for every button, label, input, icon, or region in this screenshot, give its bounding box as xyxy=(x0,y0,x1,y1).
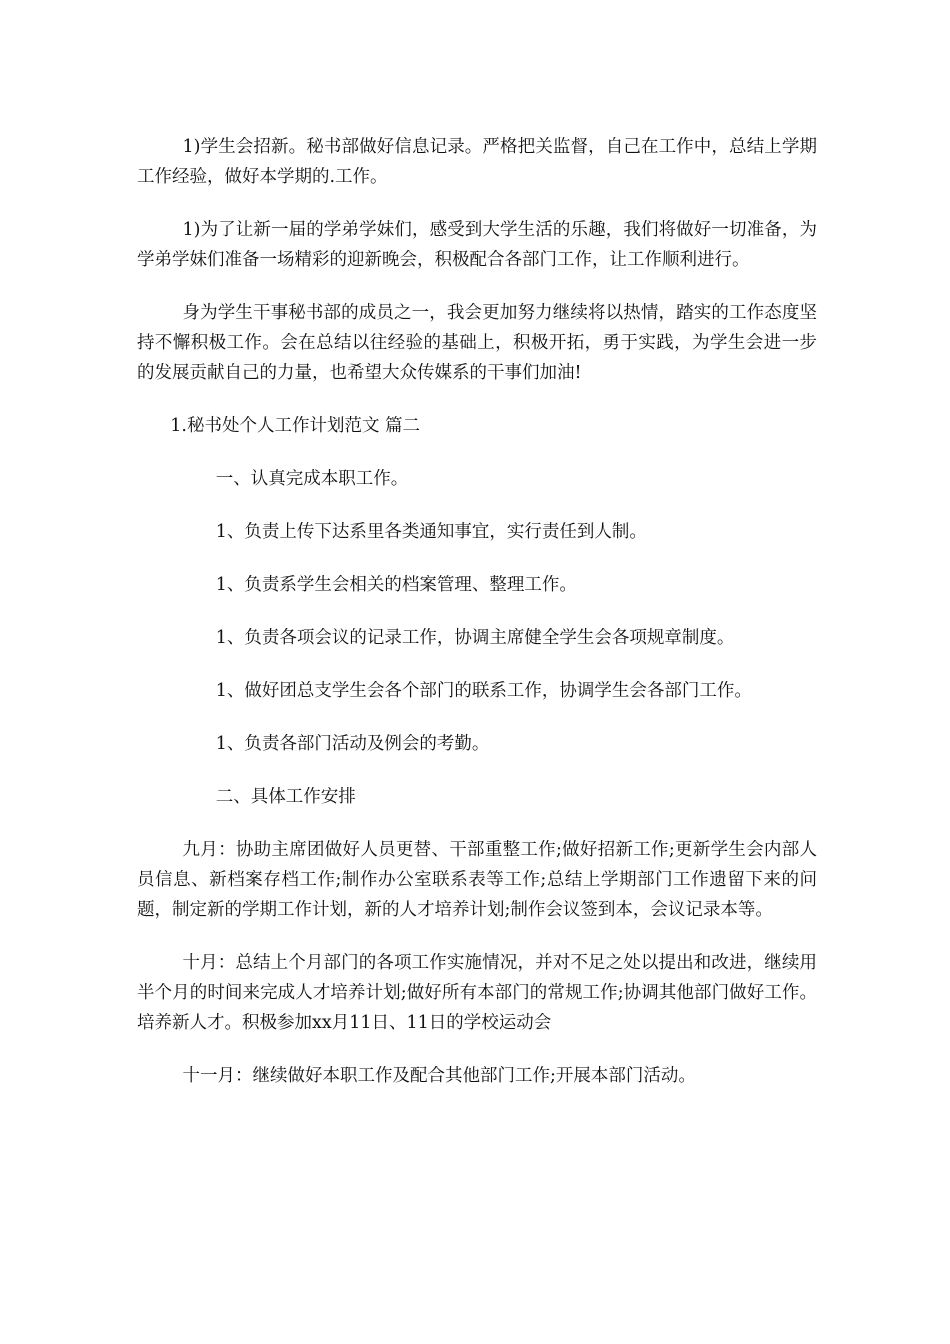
paragraph-recruitment: 1)学生会招新。秘书部做好信息记录。严格把关监督，自己在工作中，总结上学期工作经验，做好本学期的.工作。 xyxy=(137,137,817,187)
part-one-heading: 一、认真完成本职工作。 xyxy=(215,469,409,489)
document-body xyxy=(137,132,817,1114)
paragraph-welcome-party: 1)为了让新一届的学弟学妹们，感受到大学生活的乐趣，我们将做好一切准备，为学弟学妹们准备一场精彩的迎新晚会，积极配合各部门工作，让工作顺利进行。 xyxy=(137,220,817,270)
duty-item: 1、负责上传下达系里各类通知事宜，实行责任到人制。 xyxy=(215,522,647,542)
duty-item: 1、负责系学生会相关的档案管理、整理工作。 xyxy=(215,575,577,595)
duty-item: 1、负责各项会议的记录工作，协调主席健全学生会各项规章制度。 xyxy=(215,628,735,648)
part-two-heading: 二、具体工作安排 xyxy=(215,787,356,807)
paragraph-september: 九月：协助主席团做好人员更替、干部重整工作;做好招新工作;更新学生会内部人员信息、新档案存档工作;制作办公室联系表等工作;总结上学期部门工作遗留下来的问题，制定新的学期工作计划，新的人才培养计划;制作会议签到本，会议记录本等。 xyxy=(137,840,817,920)
paragraph-commitment: 身为学生干事秘书部的成员之一，我会更加努力继续将以热情，踏实的工作态度坚持不懈积极工作。会在总结以往经验的基础上，积极开拓，勇于实践，为学生会进一步的发展贡献自己的力量，也希望大众传媒系的干事们加油! xyxy=(137,303,817,383)
paragraph-november: 十一月：继续做好本职工作及配合其他部门工作;开展本部门活动。 xyxy=(182,1066,696,1086)
paragraph-october: 十月：总结上个月部门的各项工作实施情况，并对不足之处以提出和改进，继续用半个月的时间来完成人才培养计划;做好所有本部门的常规工作;协调其他部门做好工作。培养新人才。积极参加xx月11日、11日的学校运动会 xyxy=(137,953,817,1033)
duty-item: 1、负责各部门活动及例会的考勤。 xyxy=(215,734,490,754)
duty-item: 1、做好团总支学生会各个部门的联系工作，协调学生会各部门工作。 xyxy=(215,681,752,701)
section-title: 1.秘书处个人工作计划范文 篇二 xyxy=(170,416,421,436)
